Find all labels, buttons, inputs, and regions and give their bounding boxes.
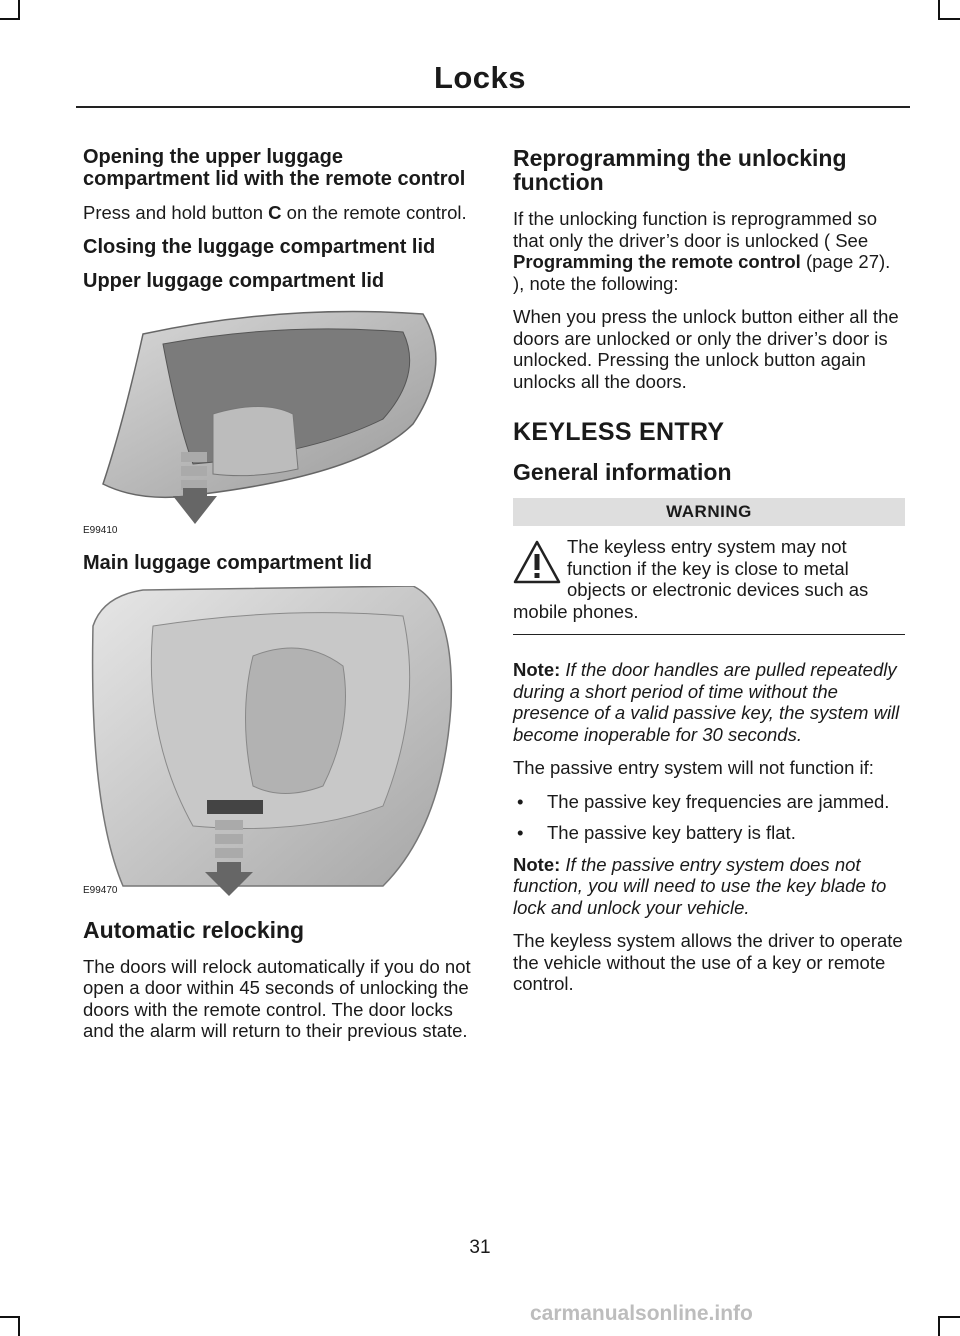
warning-heading: WARNING [513,498,905,526]
main-lid-illustration [83,586,455,898]
upper-lid-illustration [83,304,455,538]
right-column [513,146,905,1007]
passive-entry-list [513,791,905,844]
warning-triangle-icon [513,540,561,584]
heading-general-information: General information [513,459,732,485]
crop-mark [0,1316,20,1318]
list-item: • The passive key battery is flat. [513,822,905,844]
crop-mark [938,0,940,20]
paragraph-unlock-button: When you press the unlock button either all the doors are unlocked or only the driver’s door is unlocked. Pressing the unlock button again unlocks all the doors. [513,306,899,392]
paragraph-keyless-system: The keyless system allows the driver to operate the vehicle without the use of a key or remote control. [513,930,903,994]
paragraph-reprogramming: If the unlocking function is reprogrammed so that only the driver’s door is unlocked ( See Programming the remote control (page 27). ), note the following: [513,208,891,294]
note-label: Note: [513,853,561,875]
paragraph-press-button: Press and hold button C on the remote control. [83,202,467,223]
crop-mark [940,18,960,20]
page-title: Locks [433,60,527,95]
figure-main-lid [83,586,455,898]
cross-reference-link[interactable]: Programming the remote control [513,251,801,272]
crop-mark [18,0,20,20]
crop-mark [938,1316,940,1336]
header-divider [76,106,910,108]
heading-closing-lid: Closing the luggage compartment lid [83,235,436,258]
warning-box [513,536,905,635]
paragraph-relocking: The doors will relock automatically if you do not open a door within 45 seconds of unlocking the doors with the remote control. The door locks and the alarm will return to their previous state. [83,955,471,1041]
list-item: • The passive key frequencies are jammed. [513,791,905,813]
crop-mark [0,18,20,20]
watermark: carmanualsonline.info [530,1302,753,1325]
paragraph-passive-entry: The passive entry system will not function if: [513,757,874,778]
note-door-handles: Note: If the door handles are pulled repeatedly during a short period of time without the presence of a valid passive key, the system will become inoperable for 30 seconds. [513,659,900,745]
crop-mark [18,1316,20,1336]
figure-code: E99470 [83,884,118,896]
page-number: 31 [469,1237,491,1258]
heading-reprogramming: Reprogramming the unlocking function [513,145,847,195]
heading-main-lid: Main luggage compartment lid [83,551,372,574]
heading-open-upper-lid: Opening the upper luggage compartment lid with the remote control [83,146,466,190]
heading-upper-lid: Upper luggage compartment lid [83,269,385,292]
figure-upper-lid [83,304,455,538]
heading-keyless-entry: KEYLESS ENTRY [513,418,725,446]
figure-code: E99410 [83,524,118,536]
crop-mark [940,1316,960,1318]
button-c-label: C [268,202,282,223]
heading-automatic-relocking: Automatic relocking [83,916,305,943]
note-label: Note: [513,659,561,680]
warning-text: The keyless entry system may not function if the key is close to metal objects or electronic devices such as mobile phones. [513,536,869,622]
left-column [83,146,475,1054]
note-key-blade: Note: If the passive entry system does not function, you will need to use the key blade to lock and unlock your vehicle. [513,853,887,918]
